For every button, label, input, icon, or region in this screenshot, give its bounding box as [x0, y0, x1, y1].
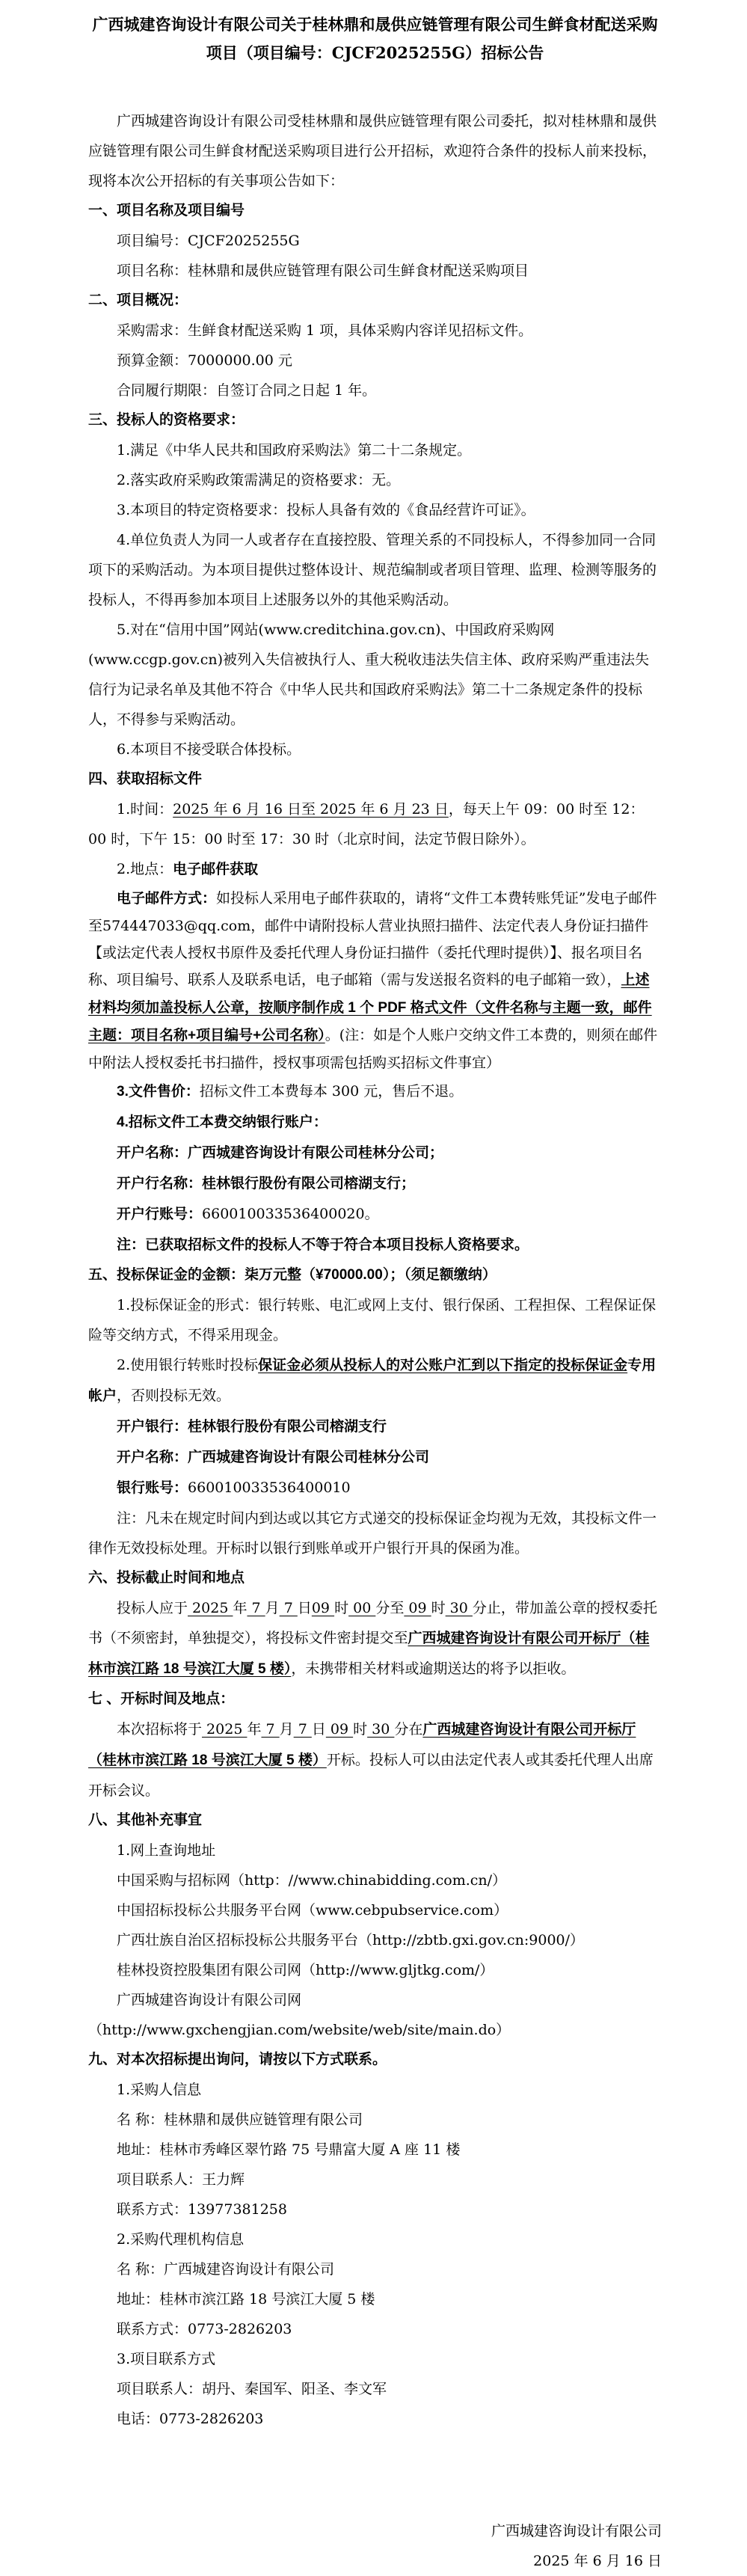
text-run: 2025 年 6 月 16 日 [533, 2553, 662, 2569]
text-run: 名 称：桂林鼎和晟供应链管理有限公司 [117, 2112, 363, 2128]
list-item [88, 2254, 662, 2284]
text-run: 月 [265, 1600, 280, 1616]
list-item [88, 1955, 662, 1985]
emphasized-text: 09 [311, 1600, 335, 1616]
emphasized-text: 30 [445, 1600, 473, 1616]
text-run: 1.采购人信息 [117, 2082, 202, 2098]
paragraph [88, 1290, 662, 1350]
text-run: 2.地点： [117, 861, 173, 877]
text-run: 八、其他补充事宜 [88, 1812, 203, 1828]
text-run: 广西城建咨询设计有限公司 [491, 2523, 662, 2539]
paragraph [88, 106, 662, 196]
text-run: 联系方式：13977381258 [117, 2201, 287, 2218]
text-run: 广西壮族自治区招标投标公共服务平台（http://zbtb.gxi.gov.cn:9000/） [117, 1932, 585, 1948]
text-run: 地址：桂林市滨江路 18 号滨江大厦 5 楼 [117, 2291, 375, 2307]
text-run: 九、对本次招标提出询问，请按以下方式联系。 [88, 2052, 387, 2067]
text-run: 合同履行期限：自签订合同之日起 1 年。 [117, 382, 377, 399]
section-heading [88, 286, 662, 316]
text-run: 四、获取招标文件 [88, 771, 203, 787]
text-run: 660010033536400010 [188, 1479, 351, 1496]
text-run: ，每天上午 09：00 时至 12：00 时，下午 15：00 时至 17：30 时（北京时间，法定节假日除外）。 [88, 801, 645, 847]
emphasized-text: 银行账号： [117, 1480, 188, 1496]
text-run: 时 [334, 1600, 349, 1616]
text-run: 2.采购代理机构信息 [117, 2231, 245, 2248]
text-run: 分至 [375, 1600, 405, 1616]
list-item [88, 1865, 662, 1895]
emphasized-text: 开户银行：桂林银行股份有限公司榕湖支行 [117, 1419, 387, 1435]
section-heading [88, 196, 662, 226]
signature-date [88, 2546, 662, 2576]
emphasized-text: 注：已获取招标文件的投标人不等于符合本项目投标人资格要求。 [117, 1237, 529, 1253]
emphasized-text: 开户行账号： [117, 1206, 203, 1222]
text-run: 桂林投资控股集团有限公司网（http://www.gljtkg.com/） [117, 1962, 494, 1978]
paragraph [88, 615, 662, 735]
paragraph [88, 794, 662, 854]
section-heading [88, 764, 662, 794]
list-item [88, 435, 662, 465]
text-run: 月 [279, 1721, 294, 1738]
text-run: 3.项目联系方式 [117, 2351, 216, 2367]
list-item [88, 2344, 662, 2374]
list-item [88, 1411, 662, 1442]
list-item [88, 226, 662, 256]
emphasized-text: 开户名称：广西城建咨询设计有限公司桂林分公司 [117, 1450, 430, 1465]
text-run: 年 [247, 1721, 262, 1738]
signature-company [88, 2516, 662, 2546]
emphasized-text: 00 [348, 1600, 376, 1616]
text-run: 七 、开标时间及地点： [88, 1691, 235, 1707]
text-run: （须足额缴纳） [404, 1267, 497, 1283]
text-run: 2.使用银行转账时投标 [117, 1357, 259, 1373]
emphasized-text: 09 [404, 1600, 431, 1616]
section-heading [88, 2045, 662, 2075]
list-item [88, 256, 662, 286]
text-run: 广西城建咨询设计有限公司网（http://www.gxchengjian.com/website/web/site/main.do） [88, 1992, 511, 2038]
emphasized-text: 广西城建咨询设计有限公司开标厅（桂林市滨江路 18 号滨江大厦 5 楼） [88, 1722, 636, 1768]
paragraph [88, 1593, 662, 1684]
emphasized-text: 2025 [202, 1721, 248, 1738]
emphasized-text: 开户名称：广西城建咨询设计有限公司桂林分公司； [117, 1145, 444, 1161]
text-run: 分止，带加盖公章的授权委托书（不须密封，单独提交），将投标文件密封提交至 [88, 1600, 657, 1646]
emphasized-text: 09 [325, 1721, 354, 1738]
text-run: 中国招标投标公共服务平台网（www.cebpubservice.com） [117, 1902, 508, 1919]
list-item [88, 735, 662, 764]
text-run: 联系方式：0773-2826203 [117, 2321, 292, 2337]
text-run: 五、投标保证金的金额：柒万元整（¥70000.00）； [88, 1267, 405, 1283]
list-item [88, 2284, 662, 2314]
text-run: 时 [353, 1721, 368, 1738]
list-item [88, 2374, 662, 2404]
list-item [88, 2135, 662, 2165]
list-item [88, 1925, 662, 1955]
list-item [88, 316, 662, 346]
emphasized-text: 3.文件售价： [117, 1084, 200, 1100]
text-run: 预算金额：7000000.00 元 [117, 352, 292, 369]
section-heading [88, 1806, 662, 1836]
text-run: 时 [431, 1600, 446, 1616]
list-item [88, 495, 662, 525]
list-item [88, 1168, 662, 1199]
emphasized-text: 30 [367, 1721, 395, 1738]
emphasized-text: 7 [247, 1600, 265, 1616]
text-run: 中国采购与招标网（http：//www.chinabidding.com.cn/） [117, 1872, 507, 1889]
text-run: 6.本项目不接受联合体投标。 [117, 741, 301, 758]
emphasized-text: 开户行名称：桂林银行股份有限公司榕湖支行； [117, 1176, 416, 1192]
list-item [88, 1895, 662, 1925]
list-item [88, 1199, 662, 1230]
text-run: 项目联系人：胡丹、秦国军、阳圣、李文军 [117, 2381, 387, 2397]
text-run: 660010033536400020。 [202, 1206, 379, 1222]
paragraph [88, 1350, 662, 1411]
text-run: 分在 [394, 1721, 423, 1738]
text-run: 二、项目概况： [88, 292, 188, 308]
text-run: 5.对在“信用中国”网站(www.creditchina.gov.cn)、中国政府采购网(www.ccgp.gov.cn)被列入失信被执行人、重大税收违法失信主体、政府采购严重违法失信行为记录名单及其他不符合《中华人民共和国政府采购法》第二十二条规定条件的投标人，不得参与采购活动。 [88, 622, 650, 728]
list-item [88, 1985, 662, 2045]
paragraph [88, 1503, 662, 1563]
emphasized-text: 专用帐户 [88, 1358, 657, 1404]
list-item [88, 2075, 662, 2105]
paragraph [88, 525, 662, 615]
text-run: 广西城建咨询设计有限公司受桂林鼎和晟供应链管理有限公司委托，拟对桂林鼎和晟供应链管理有限公司生鲜食材配送采购项目进行公开招标，欢迎符合条件的投标人前来投标，现将本次公开招标的有关事项公告如下： [88, 113, 657, 189]
paragraph [88, 885, 662, 1076]
text-run: 1.网上查询地址 [117, 1842, 216, 1859]
list-item [88, 2314, 662, 2344]
list-item [88, 2224, 662, 2254]
list-item [88, 1473, 662, 1503]
emphasized-text: 7 [279, 1600, 298, 1616]
list-item [88, 1442, 662, 1473]
emphasized-text: 2025 年 6 月 16 日至 2025 年 6 月 23 日 [173, 801, 449, 818]
list-item [88, 375, 662, 405]
emphasized-text: 电子邮件方式： [117, 891, 217, 907]
paragraph [88, 1714, 662, 1806]
list-item [88, 2195, 662, 2224]
text-run: 电话：0773-2826203 [117, 2411, 264, 2427]
text-run: 招标文件工本费每本 300 元，售后不退。 [199, 1083, 464, 1100]
text-run: 日 [297, 1600, 312, 1616]
text-run: 注：凡未在规定时间内到达或以其它方式递交的投标保证金均视为无效，其投标文件一律作无效投标处理。开标时以银行到账单或开户银行开具的保函为准。 [88, 1510, 657, 1557]
section-heading [88, 405, 662, 435]
section-heading [88, 1684, 662, 1714]
document-title: 广西城建咨询设计有限公司关于桂林鼎和晟供应链管理有限公司生鲜食材配送采购项目（项目编号：CJCF2025255G）招标公告 [92, 15, 658, 62]
text-run: 地址：桂林市秀峰区翠竹路 75 号鼎富大厦 A 座 11 楼 [117, 2141, 461, 2158]
text-run: 项目联系人：王力辉 [117, 2171, 245, 2188]
emphasized-text: 电子邮件获取 [173, 862, 259, 877]
emphasized-text: 7 [261, 1721, 280, 1738]
list-item [88, 1138, 662, 1168]
text-run: 六、投标截止时间和地点 [88, 1570, 245, 1586]
emphasized-text: 7 [293, 1721, 312, 1738]
list-item [88, 2165, 662, 2195]
list-item [88, 854, 662, 885]
text-run: ，否则投标无效。 [117, 1387, 231, 1404]
text-run: 投标人应于 [117, 1600, 188, 1616]
document-body [88, 106, 662, 2576]
list-item [88, 465, 662, 495]
text-run: 采购需求：生鲜食材配送采购 1 项，具体采购内容详见招标文件。 [117, 322, 533, 339]
text-run: 项目名称：桂林鼎和晟供应链管理有限公司生鲜食材配送采购项目 [117, 263, 529, 279]
emphasized-text: 4.招标文件工本费交纳银行账户： [117, 1114, 328, 1130]
list-item [88, 1076, 662, 1107]
text-run: 如投标人采用电子邮件获取的，请将“文件工本费转账凭证”发电子邮件至574447033@qq.com，邮件中请附投标人营业执照扫描件、法定代表人身份证扫描件【或法定代表人授权书原件及委托代理人身份证扫描件（委托代理时提供）】、报名项目名称、项目编号、联系人及联系电话，电子邮箱（需与发送报名资料的电子邮箱一致）， [88, 890, 657, 988]
text-run: 1.时间： [117, 801, 173, 818]
text-run: 年 [233, 1600, 248, 1616]
section-heading [88, 1260, 662, 1290]
text-run: 开标。投标人可以由法定代表人或其委托代理人出席开标会议。 [88, 1752, 654, 1799]
section-heading [88, 1563, 662, 1593]
text-run: 3.本项目的特定资格要求：投标人具备有效的《食品经营许可证》。 [117, 502, 535, 518]
list-item [88, 2404, 662, 2434]
text-run: 2.落实政府采购政策需满足的资格要求：无。 [117, 472, 401, 488]
emphasized-text: 2025 [188, 1600, 233, 1616]
text-run: 一、项目名称及项目编号 [88, 203, 245, 218]
emphasized-text: 保证金必须从投标人的对公账户汇到以下指定的投标保证金 [258, 1358, 628, 1373]
text-run: 本次招标将于 [117, 1721, 203, 1738]
text-run: 1.投标保证金的形式：银行转账、电汇或网上支付、银行保函、工程担保、工程保证保险等交纳方式，不得采用现金。 [88, 1297, 657, 1343]
text-run: 日 [311, 1721, 326, 1738]
emphasized-text: 广西城建咨询设计有限公司开标厅（桂林市滨江路 18 号滨江大厦 5 楼） [88, 1631, 650, 1677]
text-run: 名 称：广西城建咨询设计有限公司 [117, 2261, 335, 2278]
list-item [88, 2105, 662, 2135]
text-run: 1.满足《中华人民共和国政府采购法》第二十二条规定。 [117, 442, 472, 459]
text-run: 。(注：如是个人账户交纳文件工本费的，则须在邮件中附法人授权委托书扫描件，授权事项需包括购买招标文件事宜） [88, 1027, 658, 1071]
text-run: 4.单位负责人为同一人或者存在直接控股、管理关系的不同投标人，不得参加同一合同项下的采购活动。为本项目提供过整体设计、规范编制或者项目管理、监理、检测等服务的投标人，不得再参加本项目上述服务以外的其他采购活动。 [88, 532, 657, 608]
text-run: ，未携带相关材料或逾期送达的将予以拒收。 [291, 1660, 576, 1677]
list-item [88, 346, 662, 375]
text-run: 项目编号：CJCF2025255G [117, 233, 300, 249]
list-item [88, 1107, 662, 1138]
list-item [88, 1230, 662, 1260]
text-run: 三、投标人的资格要求： [88, 412, 245, 428]
list-item [88, 1836, 662, 1865]
emphasized-text: 上述材料均须加盖投标人公章，按顺序制作成 1 个 PDF 格式文件（文件名称与主题一致，邮件主题：项目名称+项目编号+公司名称） [88, 972, 652, 1043]
